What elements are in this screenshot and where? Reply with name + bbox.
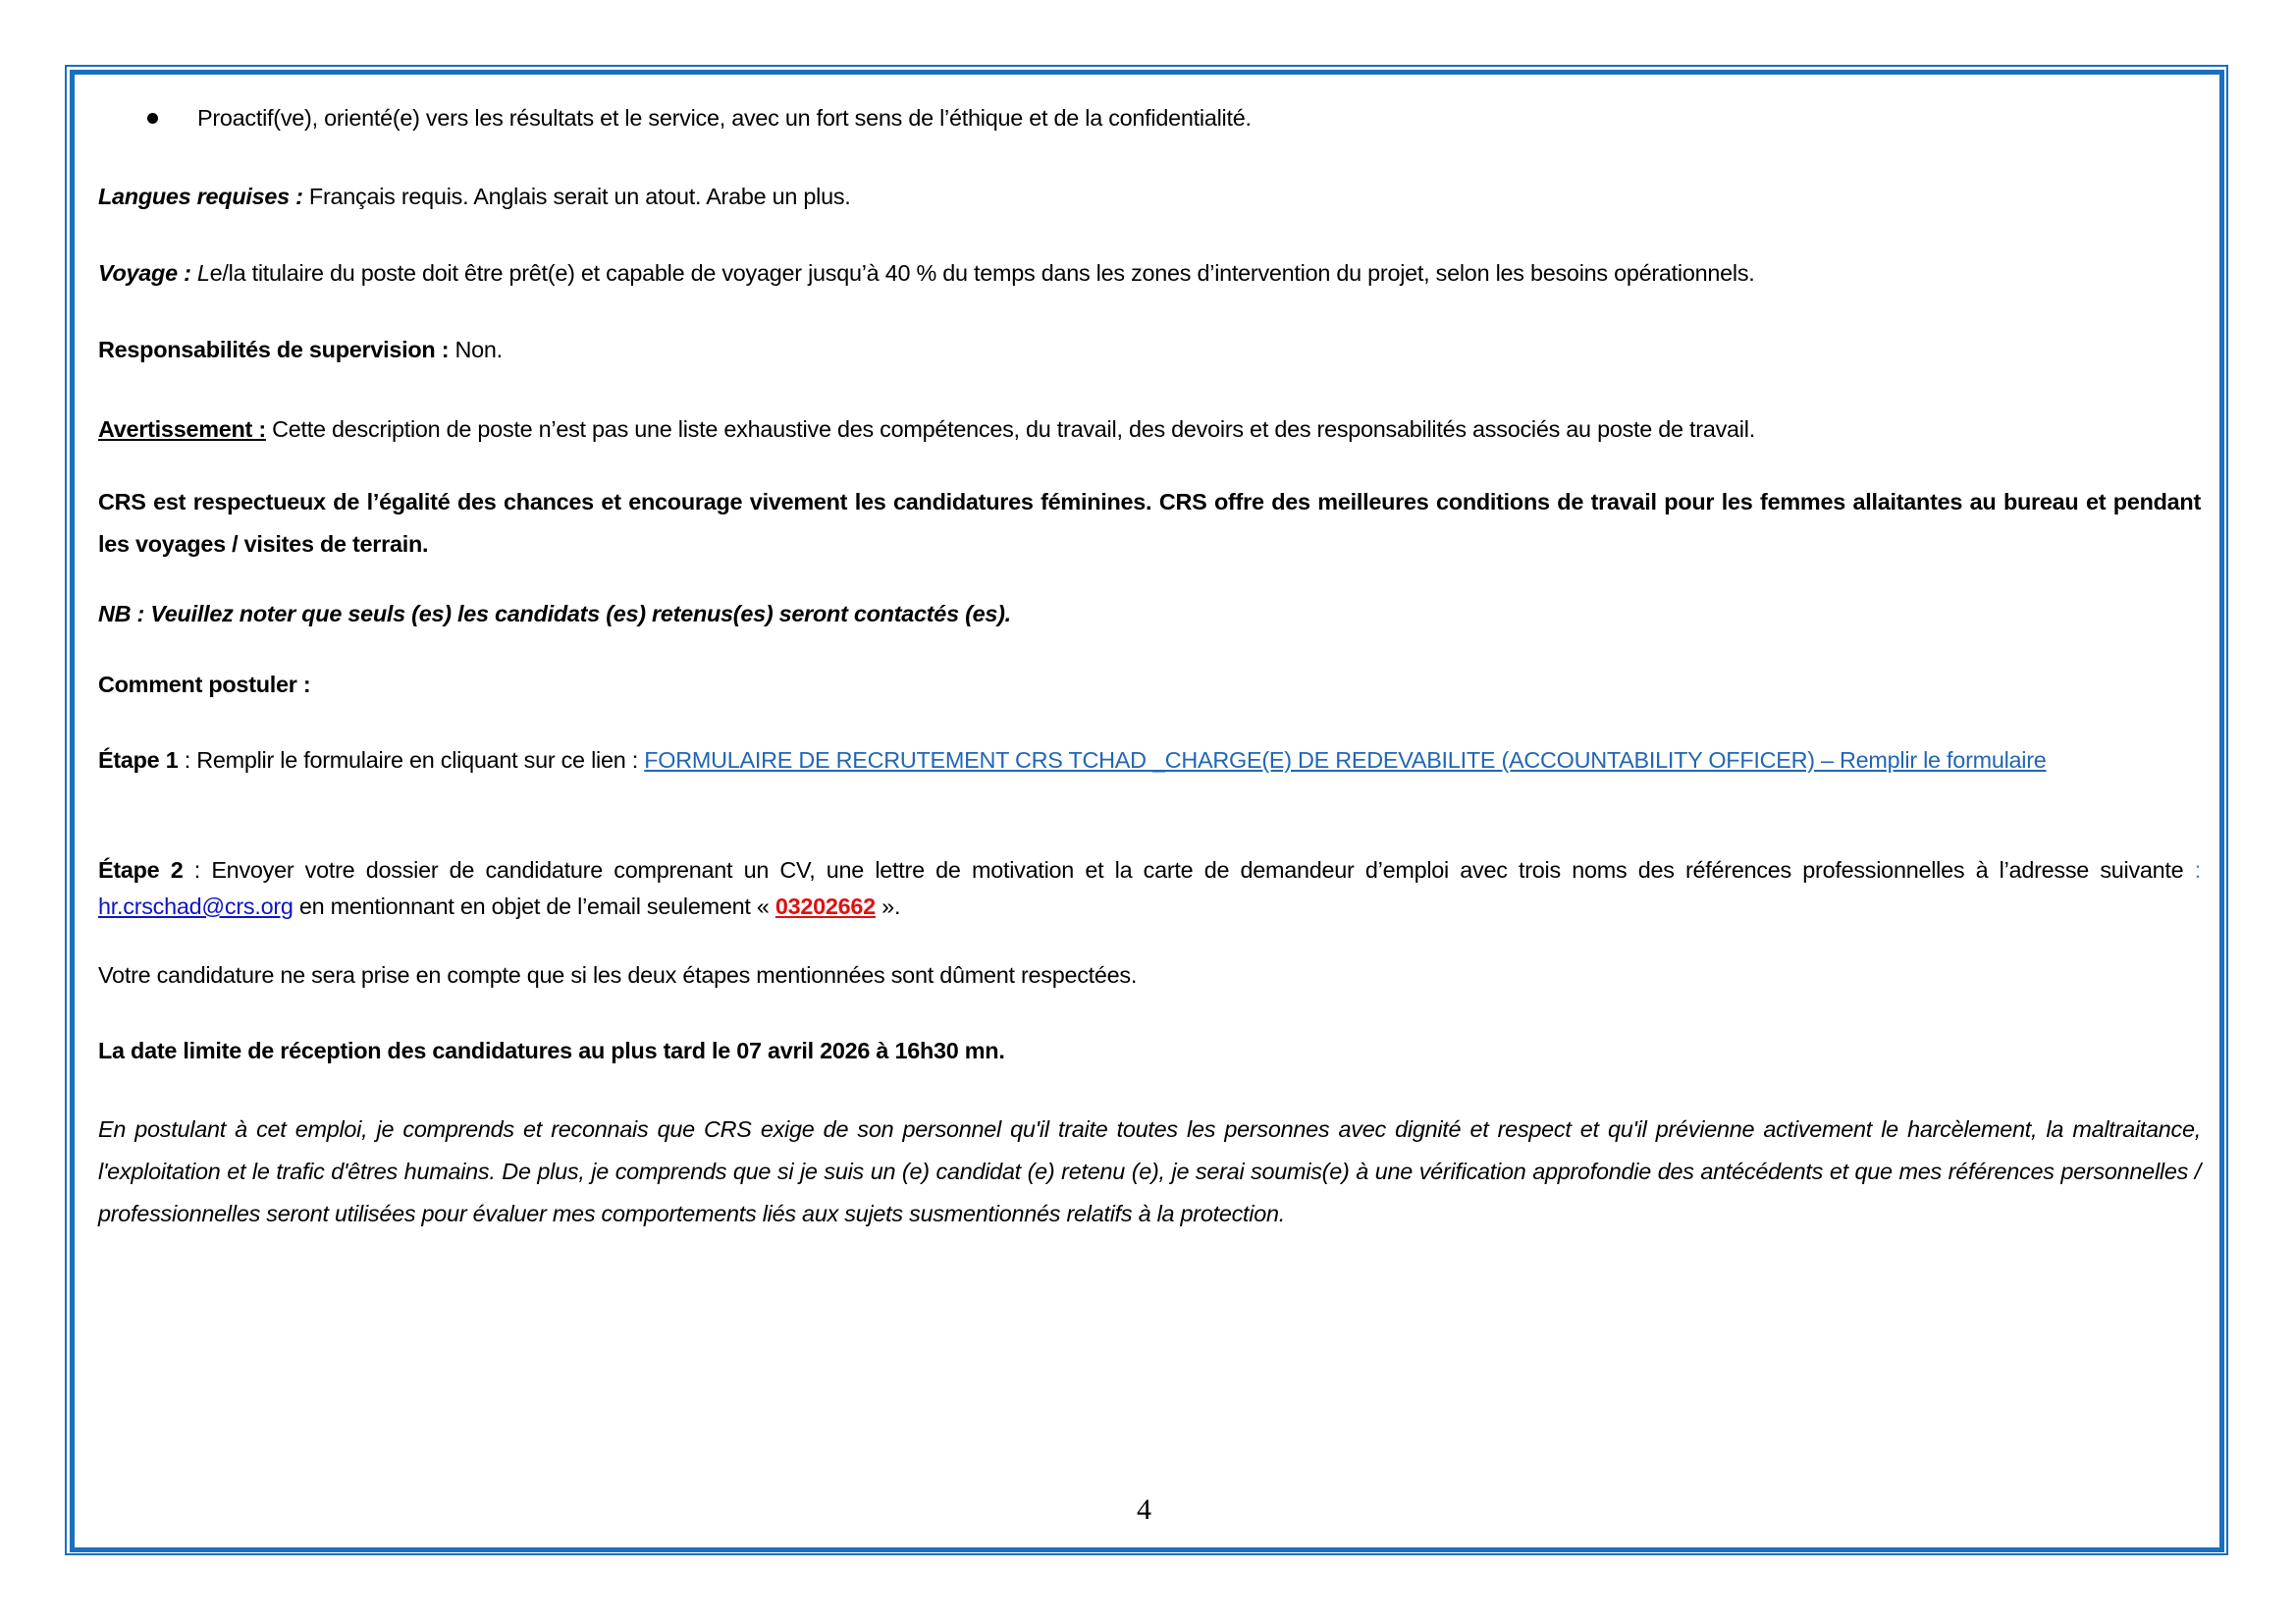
- etape1-label: Étape 1: [98, 747, 179, 773]
- egalite-paragraph: CRS est respectueux de l’égalité des chances et encourage vivement les candidatures féminines. CRS offre des meilleures conditions de travail pour les femmes allaitantes au bureau et pendant les voyages / visites de terrain.: [98, 489, 2201, 557]
- voyage-paragraph: [98, 258, 2201, 288]
- avertissement-text: Cette description de poste n’est pas une liste exhaustive des compétences, du travail, des devoirs et des responsabilités associés au poste de travail.: [265, 416, 1755, 442]
- voyage-label: Voyage :: [98, 260, 191, 286]
- nb-note: NB : Veuillez noter que seuls (es) les candidats (es) retenus(es) seront contactés (es).: [98, 601, 1011, 626]
- etape2-colon: :: [2194, 857, 2201, 883]
- recruitment-form-link[interactable]: FORMULAIRE DE RECRUTEMENT CRS TCHAD _CHARGE(E) DE REDEVABILITE (ACCOUNTABILITY OFFICER) – Remplir le formulaire: [644, 747, 2047, 773]
- avertissement-paragraph: [98, 414, 2201, 444]
- etape2-paragraph: [98, 852, 2201, 925]
- supervision-text: Non.: [449, 337, 503, 362]
- etape1-paragraph: [98, 742, 2201, 779]
- voyage-text: e/la titulaire du poste doit être prêt(e) et capable de voyager jusqu’à 40 % du temps dans les zones d’intervention du projet, selon les besoins opérationnels.: [209, 260, 1755, 286]
- bullet-icon: [147, 113, 158, 124]
- reference-code: 03202662: [774, 893, 876, 919]
- validite-paragraph: Votre candidature ne sera prise en compte que si les deux étapes mentionnées sont dûment respectées.: [98, 962, 1138, 988]
- bullet-list-item: [98, 103, 2201, 133]
- langues-label: Langues requises :: [98, 184, 303, 209]
- declaration-paragraph: En postulant à cet emploi, je comprends et reconnais que CRS exige de son personnel qu'il traite toutes les personnes avec dignité et respect et qu'il prévienne activement le harcèlement, la maltraitance, l'exploitation et le trafic d'êtres humains. De plus, je comprends que si je suis un (e) candidat (e) retenu (e), je serai soumis(e) à une vérification approfondie des antécédents et que mes références personnelles / professionnelles seront utilisées pour évaluer mes comportements liés aux sujets susmentionnés relatifs à la protection.: [98, 1116, 2201, 1226]
- etape2-text: : Envoyer votre dossier de candidature comprenant un CV, une lettre de motivation et la carte de demandeur d’emploi avec trois noms des références professionnelles à l’adresse suivante: [183, 857, 2195, 883]
- langues-paragraph: [98, 182, 2201, 211]
- avertissement-label: Avertissement :: [98, 416, 266, 442]
- supervision-label: Responsabilités de supervision :: [98, 337, 450, 362]
- etape2-label: Étape 2: [98, 857, 184, 883]
- email-link[interactable]: hr.crschad@crs.org: [98, 893, 294, 919]
- langues-text: Français requis. Anglais serait un atout. Arabe un plus.: [302, 184, 851, 209]
- page-number: 4: [1137, 1493, 1151, 1526]
- date-limite: La date limite de réception des candidatures au plus tard le 07 avril 2026 à 16h30 mn.: [98, 1038, 1005, 1063]
- etape1-text: : Remplir le formulaire en cliquant sur ce lien :: [178, 747, 645, 773]
- etape2-text3: ».: [875, 893, 901, 919]
- supervision-paragraph: [98, 335, 2201, 364]
- etape2-text2: en mentionnant en objet de l’email seulement «: [293, 893, 775, 919]
- page-border-inner: [70, 70, 2224, 1552]
- bullet-text: Proactif(ve), orienté(e) vers les résultats et le service, avec un fort sens de l’éthique et de la confidentialité.: [197, 105, 1252, 131]
- voyage-first-letter: L: [190, 260, 210, 286]
- comment-postuler-heading: Comment postuler :: [98, 672, 311, 697]
